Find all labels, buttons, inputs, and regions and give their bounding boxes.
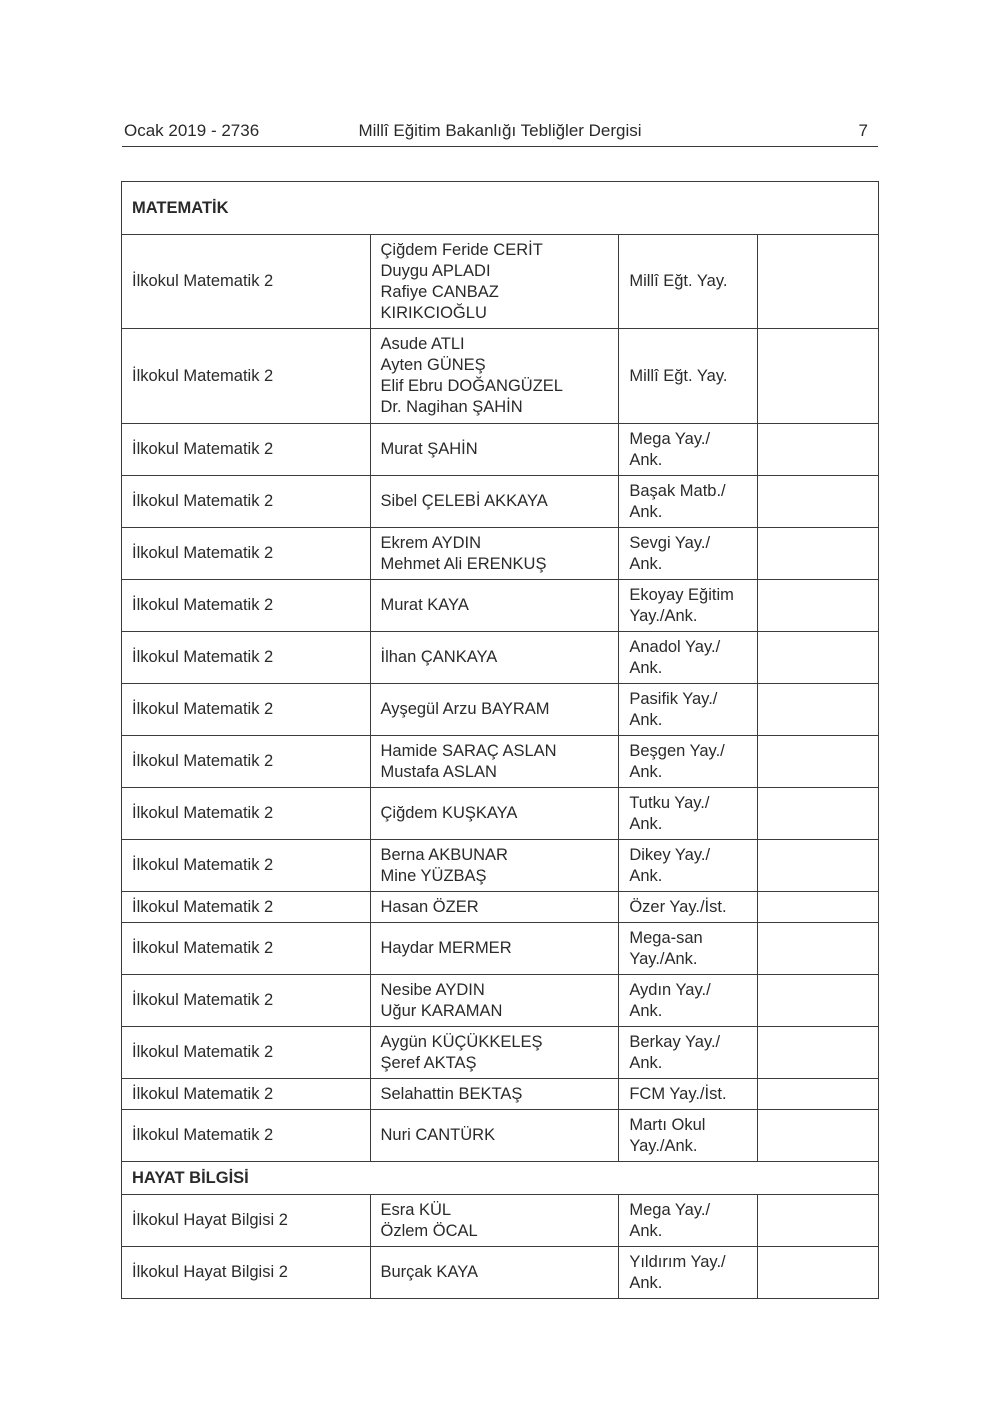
table-row bbox=[122, 736, 879, 788]
authors-cell bbox=[370, 1027, 619, 1079]
empty-cell bbox=[758, 1247, 879, 1299]
authors-cell bbox=[370, 736, 619, 788]
table-row bbox=[122, 1110, 879, 1162]
author-name: Esra KÜL bbox=[380, 1200, 452, 1219]
publisher-line: Aydın Yay./ bbox=[629, 980, 711, 999]
book-title-cell: İlkokul Hayat Bilgisi 2 bbox=[122, 1247, 371, 1299]
publisher-line: Ank. bbox=[629, 554, 663, 573]
empty-cell bbox=[758, 1110, 879, 1162]
publisher-line: Ank. bbox=[629, 1221, 663, 1240]
book-title-cell: İlkokul Matematik 2 bbox=[122, 975, 371, 1027]
authors-cell bbox=[370, 632, 619, 684]
authors-cell bbox=[370, 1195, 619, 1247]
empty-cell bbox=[758, 788, 879, 840]
empty-cell bbox=[758, 736, 879, 788]
author-name: Elif Ebru DOĞANGÜZEL bbox=[380, 377, 563, 395]
issue-date: Ocak 2019 - 2736 bbox=[124, 121, 260, 140]
book-title-cell: İlkokul Matematik 2 bbox=[122, 788, 371, 840]
table-row bbox=[122, 923, 879, 975]
publisher-cell bbox=[619, 1027, 758, 1079]
authors-cell bbox=[370, 923, 619, 975]
publisher-line: Anadol Yay./ bbox=[629, 637, 721, 656]
publisher-cell bbox=[619, 788, 758, 840]
author-name: Çiğdem Feride CERİT bbox=[380, 240, 543, 259]
author-name: Hasan ÖZER bbox=[380, 897, 479, 916]
empty-cell bbox=[758, 1079, 879, 1110]
publisher-line: Pasifik Yay./ bbox=[629, 689, 718, 708]
publisher-cell bbox=[619, 329, 758, 424]
empty-cell bbox=[758, 840, 879, 892]
publisher-cell bbox=[619, 528, 758, 580]
authors-cell bbox=[370, 788, 619, 840]
publisher-cell bbox=[619, 684, 758, 736]
table-row bbox=[122, 1027, 879, 1079]
publisher-line: Mega-san bbox=[629, 928, 703, 947]
publisher-cell bbox=[619, 1247, 758, 1299]
author-name: Duygu APLADI bbox=[380, 261, 491, 280]
book-title-cell: İlkokul Matematik 2 bbox=[122, 1079, 371, 1110]
empty-cell bbox=[758, 235, 879, 329]
authors-cell bbox=[370, 528, 619, 580]
book-title-cell: İlkokul Hayat Bilgisi 2 bbox=[122, 1195, 371, 1247]
book-title-cell: İlkokul Matematik 2 bbox=[122, 580, 371, 632]
section-header-row bbox=[122, 182, 879, 235]
empty-cell bbox=[758, 1195, 879, 1247]
authors-cell bbox=[370, 684, 619, 736]
author-name: Dr. Nagihan ŞAHİN bbox=[380, 398, 523, 416]
publisher-line: Martı Okul bbox=[629, 1115, 706, 1134]
author-name: İlhan ÇANKAYA bbox=[380, 648, 498, 666]
author-name: Haydar MERMER bbox=[380, 939, 512, 957]
author-name: Sibel ÇELEBİ AKKAYA bbox=[380, 492, 548, 510]
empty-cell bbox=[758, 424, 879, 476]
publisher-line: Millî Eğt. Yay. bbox=[629, 272, 728, 290]
publisher-cell bbox=[619, 1079, 758, 1110]
publisher-cell bbox=[619, 235, 758, 329]
empty-cell bbox=[758, 684, 879, 736]
table-row bbox=[122, 684, 879, 736]
publisher-line: Yay./Ank. bbox=[629, 606, 698, 625]
authors-cell bbox=[370, 840, 619, 892]
table-row bbox=[122, 476, 879, 528]
book-title-cell: İlkokul Matematik 2 bbox=[122, 329, 371, 424]
empty-cell bbox=[758, 632, 879, 684]
publisher-line: Yay./Ank. bbox=[629, 949, 698, 968]
publisher-cell bbox=[619, 923, 758, 975]
publisher-line: Ekoyay Eğitim bbox=[629, 585, 734, 604]
author-name: Berna AKBUNAR bbox=[380, 845, 508, 864]
author-name: Ekrem AYDIN bbox=[380, 533, 482, 552]
publisher-cell bbox=[619, 424, 758, 476]
author-name: Mustafa ASLAN bbox=[380, 762, 497, 781]
publisher-line: Yıldırım Yay./ bbox=[629, 1252, 726, 1271]
publisher-line: Ank. bbox=[629, 658, 663, 677]
publisher-line: Sevgi Yay./ bbox=[629, 533, 711, 552]
book-title-cell: İlkokul Matematik 2 bbox=[122, 892, 371, 923]
publisher-line: Ank. bbox=[629, 502, 663, 521]
author-name: Özlem ÖCAL bbox=[380, 1221, 478, 1240]
book-title-cell: İlkokul Matematik 2 bbox=[122, 476, 371, 528]
authors-cell bbox=[370, 329, 619, 424]
publisher-line: Tutku Yay./ bbox=[629, 793, 710, 812]
author-name: Burçak KAYA bbox=[380, 1263, 479, 1281]
table-row bbox=[122, 788, 879, 840]
publisher-line: Millî Eğt. Yay. bbox=[629, 366, 728, 385]
table-row bbox=[122, 632, 879, 684]
empty-cell bbox=[758, 975, 879, 1027]
publisher-line: Ank. bbox=[629, 710, 663, 729]
table-row bbox=[122, 1079, 879, 1110]
author-name: Aygün KÜÇÜKKELEŞ bbox=[380, 1032, 543, 1051]
table-row bbox=[122, 1195, 879, 1247]
table-row bbox=[122, 840, 879, 892]
book-title-cell: İlkokul Matematik 2 bbox=[122, 684, 371, 736]
author-name: Ayşegül Arzu BAYRAM bbox=[380, 700, 550, 718]
publisher-line: Ank. bbox=[629, 1273, 663, 1292]
page-number: 7 bbox=[858, 121, 868, 140]
section-title: MATEMATİK bbox=[122, 182, 879, 235]
author-name: Murat ŞAHİN bbox=[380, 440, 478, 458]
author-name: Mehmet Ali ERENKUŞ bbox=[380, 554, 547, 573]
author-name: Çiğdem KUŞKAYA bbox=[380, 804, 518, 822]
authors-cell bbox=[370, 975, 619, 1027]
table-row bbox=[122, 528, 879, 580]
publisher-line: Yay./Ank. bbox=[629, 1136, 698, 1155]
publisher-line: FCM Yay./İst. bbox=[629, 1084, 727, 1103]
table-row bbox=[122, 975, 879, 1027]
author-name: Murat KAYA bbox=[380, 596, 469, 614]
publisher-line: Özer Yay./İst. bbox=[629, 897, 727, 916]
book-title-cell: İlkokul Matematik 2 bbox=[122, 632, 371, 684]
table-row bbox=[122, 1247, 879, 1299]
section-title: HAYAT BİLGİSİ bbox=[122, 1162, 879, 1195]
book-title-cell: İlkokul Matematik 2 bbox=[122, 923, 371, 975]
authors-cell bbox=[370, 1079, 619, 1110]
empty-cell bbox=[758, 528, 879, 580]
book-title-cell: İlkokul Matematik 2 bbox=[122, 424, 371, 476]
publisher-cell bbox=[619, 1195, 758, 1247]
page-header bbox=[122, 118, 878, 147]
publisher-cell bbox=[619, 476, 758, 528]
publisher-cell bbox=[619, 632, 758, 684]
author-name: Hamide SARAÇ ASLAN bbox=[380, 741, 557, 760]
table-row bbox=[122, 892, 879, 923]
author-name: Uğur KARAMAN bbox=[380, 1001, 503, 1020]
publisher-line: Mega Yay./ bbox=[629, 1200, 711, 1219]
publisher-cell bbox=[619, 1110, 758, 1162]
publisher-line: Başak Matb./ bbox=[629, 481, 726, 500]
authors-cell bbox=[370, 424, 619, 476]
book-title-cell: İlkokul Matematik 2 bbox=[122, 235, 371, 329]
author-name: KIRIKCIOĞLU bbox=[380, 303, 487, 322]
authors-cell bbox=[370, 580, 619, 632]
publisher-cell bbox=[619, 580, 758, 632]
table-row bbox=[122, 424, 879, 476]
author-name: Nuri CANTÜRK bbox=[380, 1126, 496, 1144]
table-row bbox=[122, 235, 879, 329]
book-title-cell: İlkokul Matematik 2 bbox=[122, 1027, 371, 1079]
empty-cell bbox=[758, 329, 879, 424]
publisher-line: Ank. bbox=[629, 1001, 663, 1020]
authors-cell bbox=[370, 1247, 619, 1299]
empty-cell bbox=[758, 1027, 879, 1079]
publisher-cell bbox=[619, 840, 758, 892]
publisher-cell bbox=[619, 736, 758, 788]
author-name: Selahattin BEKTAŞ bbox=[380, 1084, 523, 1103]
publisher-line: Mega Yay./ bbox=[629, 429, 711, 448]
empty-cell bbox=[758, 476, 879, 528]
journal-title: Millî Eğitim Bakanlığı Tebliğler Dergisi bbox=[358, 121, 642, 140]
empty-cell bbox=[758, 580, 879, 632]
author-name: Asude ATLI bbox=[380, 335, 465, 353]
author-name: Şeref AKTAŞ bbox=[380, 1053, 477, 1072]
book-title-cell: İlkokul Matematik 2 bbox=[122, 1110, 371, 1162]
publisher-line: Dikey Yay./ bbox=[629, 845, 711, 864]
publisher-line: Ank. bbox=[629, 1053, 663, 1072]
publisher-line: Ank. bbox=[629, 866, 663, 885]
publisher-cell bbox=[619, 892, 758, 923]
publisher-cell bbox=[619, 975, 758, 1027]
author-name: Mine YÜZBAŞ bbox=[380, 866, 487, 885]
book-title-cell: İlkokul Matematik 2 bbox=[122, 736, 371, 788]
publisher-line: Ank. bbox=[629, 762, 663, 781]
publisher-line: Ank. bbox=[629, 450, 663, 469]
author-name: Rafiye CANBAZ bbox=[380, 282, 499, 301]
publisher-line: Beşgen Yay./ bbox=[629, 741, 725, 760]
table-row bbox=[122, 329, 879, 424]
publisher-line: Berkay Yay./ bbox=[629, 1032, 721, 1051]
authors-cell bbox=[370, 892, 619, 923]
authors-cell bbox=[370, 235, 619, 329]
authors-cell bbox=[370, 1110, 619, 1162]
empty-cell bbox=[758, 892, 879, 923]
author-name: Ayten GÜNEŞ bbox=[380, 356, 486, 374]
author-name: Nesibe AYDIN bbox=[380, 980, 485, 999]
empty-cell bbox=[758, 923, 879, 975]
authors-cell bbox=[370, 476, 619, 528]
publisher-line: Ank. bbox=[629, 814, 663, 833]
table-row bbox=[122, 580, 879, 632]
textbook-table bbox=[121, 181, 879, 1299]
book-title-cell: İlkokul Matematik 2 bbox=[122, 840, 371, 892]
book-title-cell: İlkokul Matematik 2 bbox=[122, 528, 371, 580]
section-header-row bbox=[122, 1162, 879, 1195]
